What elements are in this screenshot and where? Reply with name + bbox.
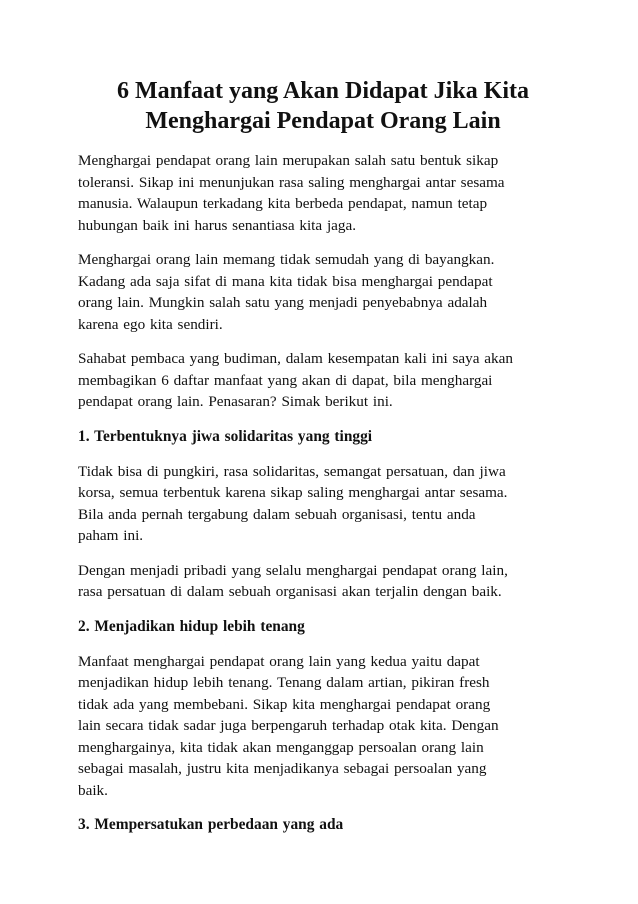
document-title: 6 Manfaat yang Akan Didapat Jika Kita Menghargai Pendapat Orang Lain xyxy=(116,78,530,134)
intro-paragraph-1: Menghargai pendapat orang lain merupakan salah satu bentuk sikap toleransi. Sikap ini menunjukan rasa saling menghargai antar sesama manusia. Walaupun terkadang kita berbeda pendapat, namun tetap hubungan baik ini harus senantiasa kita jaga. xyxy=(78,152,505,234)
section-heading-1: 1. Terbentuknya jiwa solidaritas yang tinggi xyxy=(78,427,373,445)
section-1-paragraph-2: Dengan menjadi pribadi yang selalu menghargai pendapat orang lain, rasa persatuan di dalam sebuah organisasi akan terjalin dengan baik. xyxy=(78,561,508,600)
section-1-paragraph-1: Tidak bisa di pungkiri, rasa solidaritas, semangat persatuan, dan jiwa korsa, semua terbentuk karena sikap saling menghargai antar sesama. Bila anda pernah tergabung dalam sebuah organisasi, tentu anda paham ini. xyxy=(78,462,508,544)
section-heading-3: 3. Mempersatukan perbedaan yang ada xyxy=(78,816,344,833)
intro-paragraph-3: Sahabat pembaca yang budiman, dalam kesempatan kali ini saya akan membagikan 6 daftar manfaat yang akan di dapat, bila menghargai pendapat orang lain. Penasaran? Simak berikut ini. xyxy=(78,350,513,410)
intro-paragraph-2: Menghargai orang lain memang tidak semudah yang di bayangkan. Kadang ada saja sifat di mana kita tidak bisa menghargai pendapat orang lain. Mungkin salah satu yang menjadi penyebabnya adalah karena ego kita sendiri. xyxy=(78,251,495,333)
section-heading-2: 2. Menjadikan hidup lebih tenang xyxy=(78,617,305,635)
section-2-paragraph-1: Manfaat menghargai pendapat orang lain yang kedua yaitu dapat menjadikan hidup lebih tenang. Tenang dalam artian, pikiran fresh tidak ada yang membebani. Sikap kita menghargai pendapat orang lain secara tidak sadar juga berpengaruh terhadap otak kita. Dengan menghargainya, kita tidak akan menganggap persoalan orang lain sebagai masalah, justru kita menjadikanya sebagai persoalan yang baik. xyxy=(78,652,499,799)
